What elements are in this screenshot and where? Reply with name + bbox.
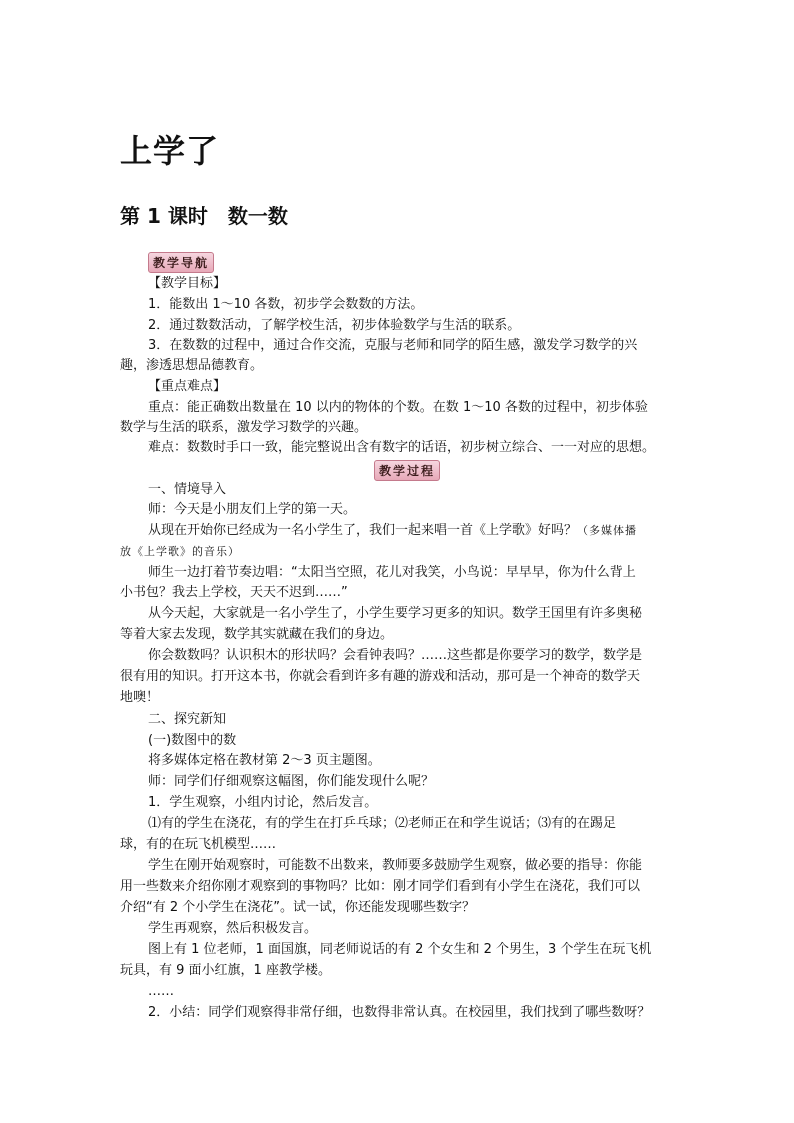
text-line: 3．在数数的过程中，通过合作交流，克服与老师和同学的陌生感，激发学习数学的兴 <box>148 338 638 353</box>
text-line: 用一些数来介绍你刚才观察到的事物吗？比如：刚才同学们看到有小学生在浇花，我们可以 <box>120 879 641 894</box>
text-line: 师生一边打着节奏边唱：“太阳当空照，花儿对我笑，小鸟说：早早早，你为什么背上 <box>148 565 636 580</box>
teaching-process-badge: 教学过程 <box>374 460 440 481</box>
text-line: 师：同学们仔细观察这幅图，你们能发现什么呢？ <box>148 774 435 789</box>
text-line: 你会数数吗？认识积木的形状吗？会看钟表吗？……这些都是你要学习的数学，数学是 <box>148 648 643 663</box>
text-line: 将多媒体定格在教材第 2～3 页主题图。 <box>148 753 381 768</box>
text-line: 2．小结：同学们观察得非常仔细，也数得非常认真。在校园里，我们找到了哪些数呀？ <box>148 1005 651 1020</box>
text-line: 师：今天是小朋友们上学的第一天。 <box>148 502 357 517</box>
text-line: 很有用的知识。打开这本书，你就会看到许多有趣的游戏和活动，那可是一个神奇的数学天 <box>120 669 641 684</box>
text-line: 从现在开始你已经成为一名小学生了，我们一起来唱一首《上学歌》好吗？（多媒体播 <box>148 523 638 538</box>
text-line: 图上有 1 位老师，1 面国旗，同老师说话的有 2 个女生和 2 个男生，3 个学生在玩飞机 <box>148 942 652 957</box>
text-line: 【重点难点】 <box>148 379 227 394</box>
text-line: 学生在刚开始观察时，可能数不出数来，教师要多鼓励学生观察，做必要的指导：你能 <box>148 858 643 873</box>
page-title: 上学了 <box>120 132 220 170</box>
text-line: 介绍“有 2 个小学生在浇花”。试一试，你还能发现哪些数字？ <box>120 900 476 915</box>
text-line: 放《上学歌》的音乐） <box>120 545 240 558</box>
text-line: 1．能数出 1～10 各数，初步学会数数的方法。 <box>148 297 424 312</box>
text-line: 难点：数数时手口一致，能完整说出含有数字的话语，初步树立综合、一一对应的思想。 <box>148 440 656 455</box>
text-line: 数学与生活的联系，激发学习数学的兴趣。 <box>120 420 368 435</box>
text-line: 学生再观察，然后积极发言。 <box>148 921 318 936</box>
text-line: 一、情境导入 <box>148 482 227 497</box>
text-line: 等着大家去发现，数学其实就藏在我们的身边。 <box>120 627 394 642</box>
text-line: 玩具，有 9 面小红旗，1 座教学楼。 <box>120 963 331 978</box>
text-line: 2．通过数数活动，了解学校生活，初步体验数学与生活的联系。 <box>148 318 521 333</box>
text-line: 球，有的在玩飞机模型…… <box>120 837 277 852</box>
text-line: ⑴有的学生在浇花，有的学生在打乒乓球；⑵老师正在和学生说话；⑶有的在踢足 <box>148 816 617 831</box>
text-line: 地噢！ <box>120 690 160 705</box>
teaching-navigation-badge: 教学导航 <box>148 252 214 273</box>
text-line: 重点：能正确数出数量在 10 以内的物体的个数。在数 1～10 各数的过程中，初步体验 <box>148 400 648 415</box>
inline-note: （多媒体播 <box>577 524 638 537</box>
text-line: 1．学生观察，小组内讨论，然后发言。 <box>148 795 378 810</box>
text-line: 二、探究新知 <box>148 712 227 727</box>
text-line: (一)数图中的数 <box>148 733 237 748</box>
text-line: …… <box>148 984 174 999</box>
text-line: 从今天起，大家就是一名小学生了，小学生要学习更多的知识。数学王国里有许多奥秘 <box>148 606 643 621</box>
text-line: 小书包？我去上学校，天天不迟到……” <box>120 585 348 600</box>
lesson-heading: 第 1 课时 数一数 <box>120 204 288 228</box>
text-line: 【教学目标】 <box>148 276 227 291</box>
text-line: 趣，渗透思想品德教育。 <box>120 358 264 373</box>
